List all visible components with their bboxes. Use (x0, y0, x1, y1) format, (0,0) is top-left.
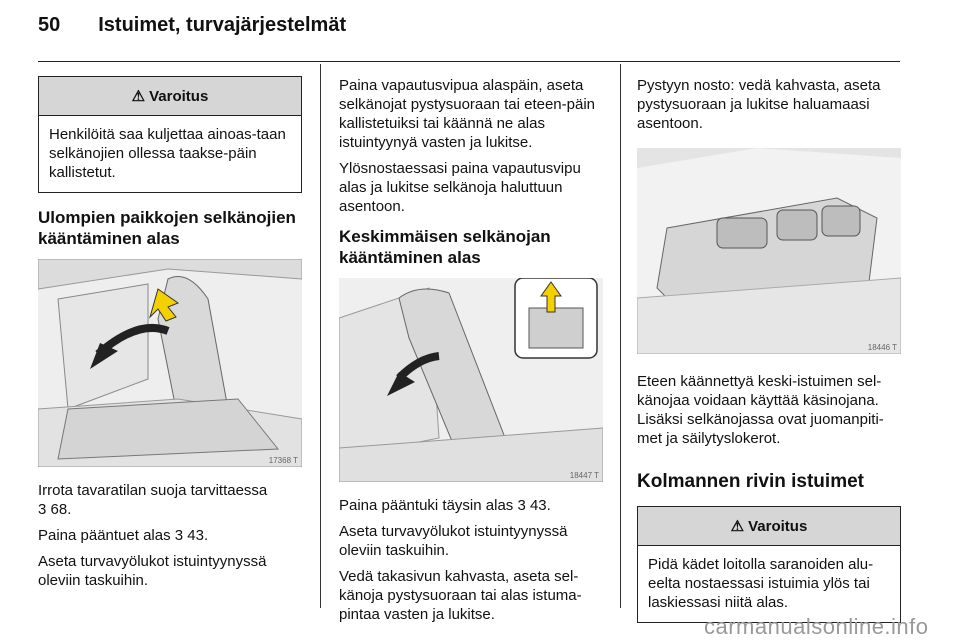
column-1 (38, 76, 302, 597)
seat-illustration-icon (38, 259, 302, 467)
middle-seat-illustration-icon (339, 278, 603, 482)
column-divider-1 (320, 64, 321, 608)
column-2 (339, 76, 603, 631)
figure-number: 18446 T (867, 343, 897, 352)
paragraph-2: Paina pääntuet alas 3 43. (38, 527, 209, 544)
column-3 (637, 76, 901, 623)
paragraph-3: Aseta turvavyölukot istuintyynyssä oleviin taskuihin. (38, 553, 267, 589)
warning-triangle-icon: ⚠ (131, 88, 146, 105)
paragraph-8: Vedä takasivun kahvasta, aseta sel-känoja pystysuoraan tai alas istuma-pintaa vasten ja lukitse. (339, 568, 582, 623)
warning-header (638, 507, 900, 546)
section-heading-middle-seat: Keskimmäisen selkänojan kääntäminen alas (339, 227, 551, 267)
figure-outer-seat-fold (38, 259, 302, 467)
paragraph-9: Pystyyn nosto: vedä kahvasta, aseta pystysuoraan ja lukitse haluamaasi asentoon. (637, 77, 881, 132)
watermark: carmanualsonline.info (704, 614, 929, 639)
paragraph-4: Paina vapautusvipua alaspäin, aseta selkänojat pystysuoraan tai eteen-päin kallistetuiksi tai käännä ne alas istuintyynyä vasten ja lukitse. (339, 77, 595, 151)
paragraph-5: Ylösnostaessasi paina vapautusvipu alas ja lukitse selkänoja haluttuun asentoon. (339, 160, 581, 215)
warning-box-2 (637, 506, 901, 623)
figure-middle-seat-fold (339, 278, 603, 482)
header-rule (38, 61, 900, 62)
page-header (38, 14, 346, 37)
warning-text: Pidä kädet loitolla saranoiden alu-eelta nostaessasi istuimia ylös tai laskiessasi niitä alas. (648, 556, 874, 611)
section-heading-outer-seats: Ulompien paikkojen selkänojien kääntäminen alas (38, 208, 296, 248)
figure-number: 18447 T (569, 471, 599, 480)
paragraph-10: Eteen käännettyä keski-istuimen sel-känojaa voidaan käyttää käsinojana. Lisäksi selkänojassa ovat juomanpiti-met ja säilytyslokerot. (637, 373, 884, 447)
warning-header (39, 77, 301, 116)
page-number: 50 (38, 14, 61, 36)
paragraph-6: Paina pääntuki täysin alas 3 43. (339, 497, 551, 514)
warning-text: Henkilöitä saa kuljettaa ainoas-taan selkänojien ollessa taakse-päin kallistetut. (49, 126, 286, 181)
figure-armrest (637, 148, 901, 354)
column-divider-2 (620, 64, 621, 608)
warning-triangle-icon: ⚠ (730, 518, 745, 535)
warning-box-1 (38, 76, 302, 193)
section-heading-third-row: Kolmannen rivin istuimet (637, 471, 864, 492)
paragraph-1: Irrota tavaratilan suoja tarvittaessa (38, 482, 268, 499)
paragraph-7: Aseta turvavyölukot istuintyynyssä oleviin taskuihin. (339, 523, 568, 559)
warning-title: Varoitus (149, 87, 209, 105)
page-title: Istuimet, turvajärjestelmät (98, 14, 347, 36)
paragraph-1-ref: 3 68. (38, 501, 72, 518)
figure-number: 17368 T (268, 456, 298, 465)
warning-title: Varoitus (748, 517, 808, 535)
armrest-illustration-icon (637, 148, 901, 354)
